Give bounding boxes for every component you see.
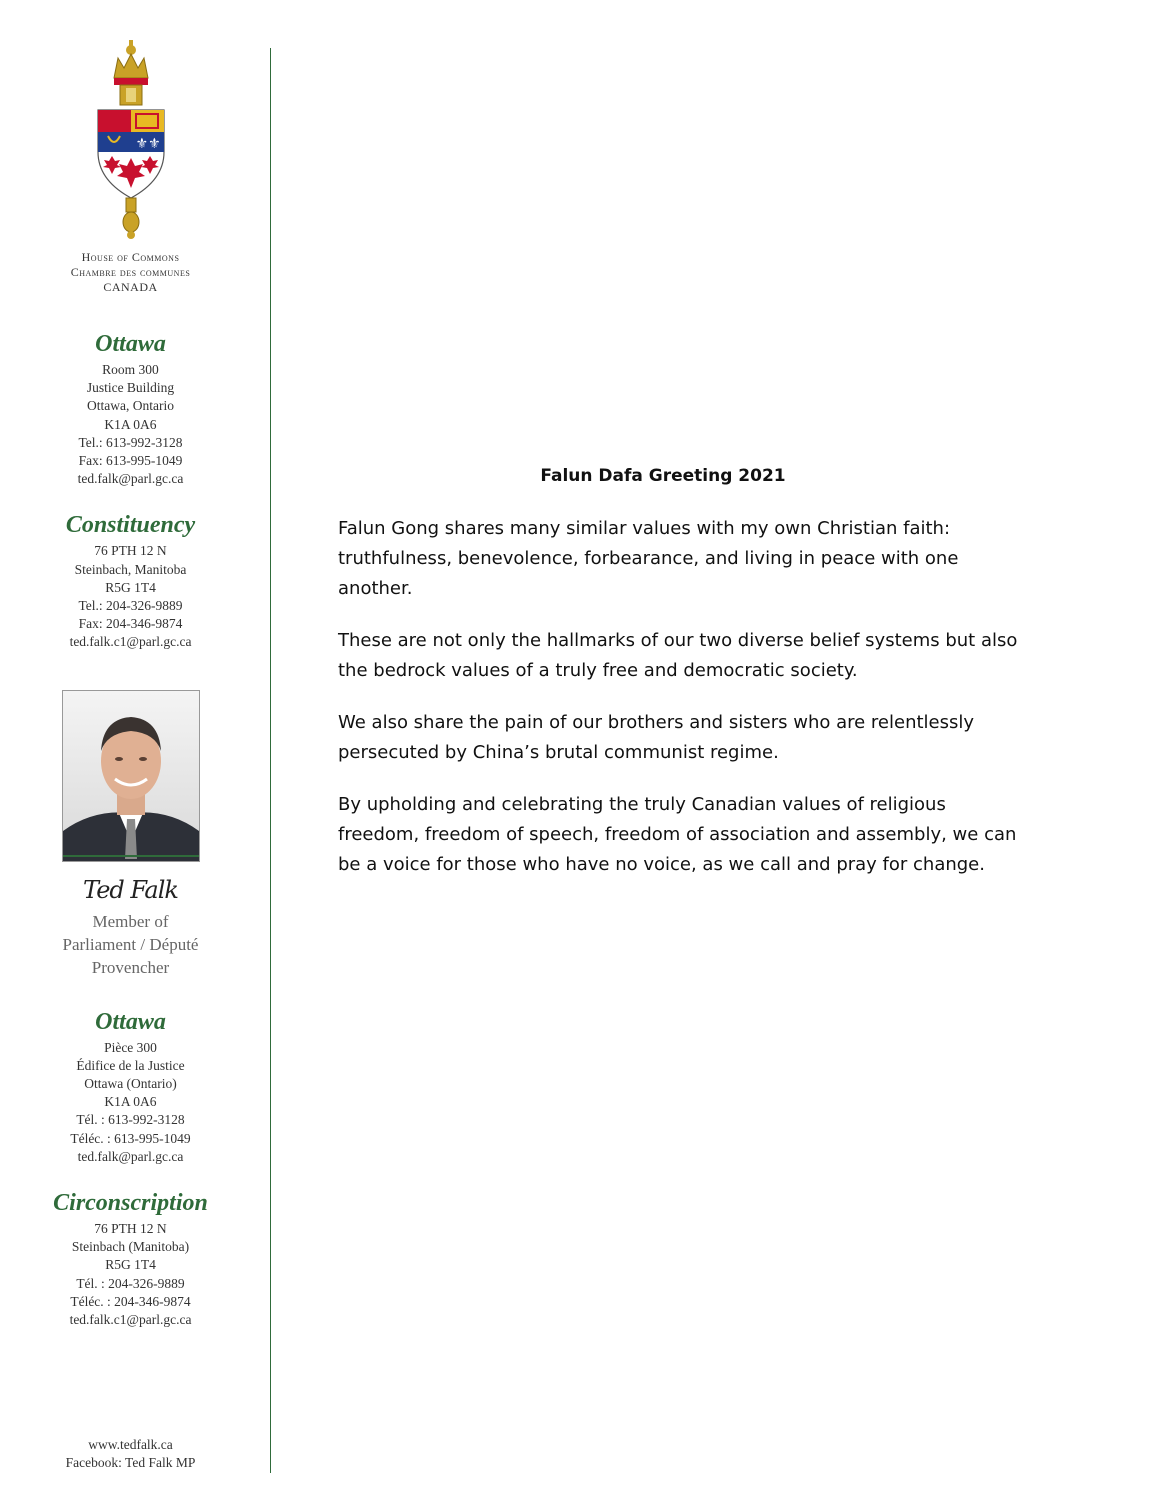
facebook-link[interactable]: Facebook: Ted Falk MP [65, 1455, 196, 1470]
svg-text:⚜⚜: ⚜⚜ [134, 136, 161, 152]
portrait-image [63, 691, 199, 861]
section-title-ottawa: Ottawa [95, 331, 166, 357]
address-line: Ottawa, Ontario [87, 398, 174, 414]
address-line: 76 PTH 12 N [94, 1221, 167, 1237]
address-line: Justice Building [86, 380, 175, 396]
web-contacts [28, 1436, 233, 1472]
address-line: Édifice de la Justice [76, 1057, 185, 1073]
coat-of-arms-icon [88, 40, 174, 240]
fax: Téléc. : 613-995-1049 [70, 1130, 191, 1146]
postal-code: K1A 0A6 [104, 1094, 157, 1110]
address-line: 76 PTH 12 N [94, 543, 167, 559]
role-line: Parliament / Député [62, 934, 199, 954]
letter-body [338, 466, 1018, 902]
phone: Tel.: 204-326-9889 [78, 598, 183, 614]
letter-paragraph: Falun Gong shares many similar values with my own Christian faith: truthfulness, benevolence, forbearance, and living in peace with one another. [338, 518, 959, 599]
email-link[interactable]: ted.falk@parl.gc.ca [77, 471, 184, 487]
institution-line-3: CANADA [103, 280, 158, 294]
phone: Tél. : 204-326-9889 [76, 1275, 185, 1291]
email-link[interactable]: ted.falk.c1@parl.gc.ca [69, 634, 192, 650]
address-line: Steinbach (Manitoba) [71, 1239, 190, 1255]
website-link[interactable]: www.tedfalk.ca [88, 1437, 173, 1452]
constituency-office-fr [28, 1188, 233, 1329]
section-title-circonscription: Circonscription [53, 1190, 208, 1217]
fax: Fax: 204-346-9874 [78, 616, 183, 632]
riding-name: Provencher [91, 957, 170, 977]
ottawa-office-fr [28, 1007, 233, 1166]
institution-line-1: House of Commons [81, 250, 180, 264]
postal-code: R5G 1T4 [105, 1257, 156, 1273]
letter-paragraph: These are not only the hallmarks of our two diverse belief systems but also the bedrock values of a truly free and democratic society. [338, 630, 1018, 681]
postal-code: R5G 1T4 [105, 579, 156, 595]
letter-paragraph: We also share the pain of our brothers and sisters who are relentlessly persecuted by China’s brutal communist regime. [338, 712, 975, 763]
email-link[interactable]: ted.falk.c1@parl.gc.ca [69, 1312, 192, 1328]
constituency-office-en [28, 510, 233, 651]
role-line: Member of [92, 911, 169, 931]
mp-role [28, 910, 233, 979]
address-line: Ottawa (Ontario) [84, 1076, 177, 1092]
ottawa-office-en [28, 329, 233, 488]
postal-code: K1A 0A6 [104, 416, 157, 432]
mp-portrait-photo [62, 690, 200, 862]
phone: Tel.: 613-992-3128 [78, 434, 183, 450]
phone: Tél. : 613-992-3128 [76, 1112, 185, 1128]
letterhead-sidebar [28, 40, 233, 1480]
institution-line-2: Chambre des communes [70, 265, 191, 279]
letter-paragraph: By upholding and celebrating the truly Canadian values of religious freedom, freedom of speech, freedom of association and assembly, we can be a voice for those who have no voice, as we call and pray for change. [338, 794, 1017, 875]
address-line: Pièce 300 [104, 1039, 157, 1055]
letter-title: Falun Dafa Greeting 2021 [540, 466, 786, 486]
address-line: Steinbach, Manitoba [74, 561, 187, 577]
address-line: Room 300 [102, 362, 159, 377]
signature: Ted Falk [83, 875, 178, 904]
email-link[interactable]: ted.falk@parl.gc.ca [77, 1148, 184, 1164]
institution-name [28, 250, 233, 295]
fax: Téléc. : 204-346-9874 [70, 1293, 191, 1309]
section-title-ottawa-fr: Ottawa [95, 1008, 166, 1035]
sidebar-divider [270, 48, 271, 1473]
fax: Fax: 613-995-1049 [78, 453, 183, 469]
section-title-constituency: Constituency [65, 512, 196, 539]
